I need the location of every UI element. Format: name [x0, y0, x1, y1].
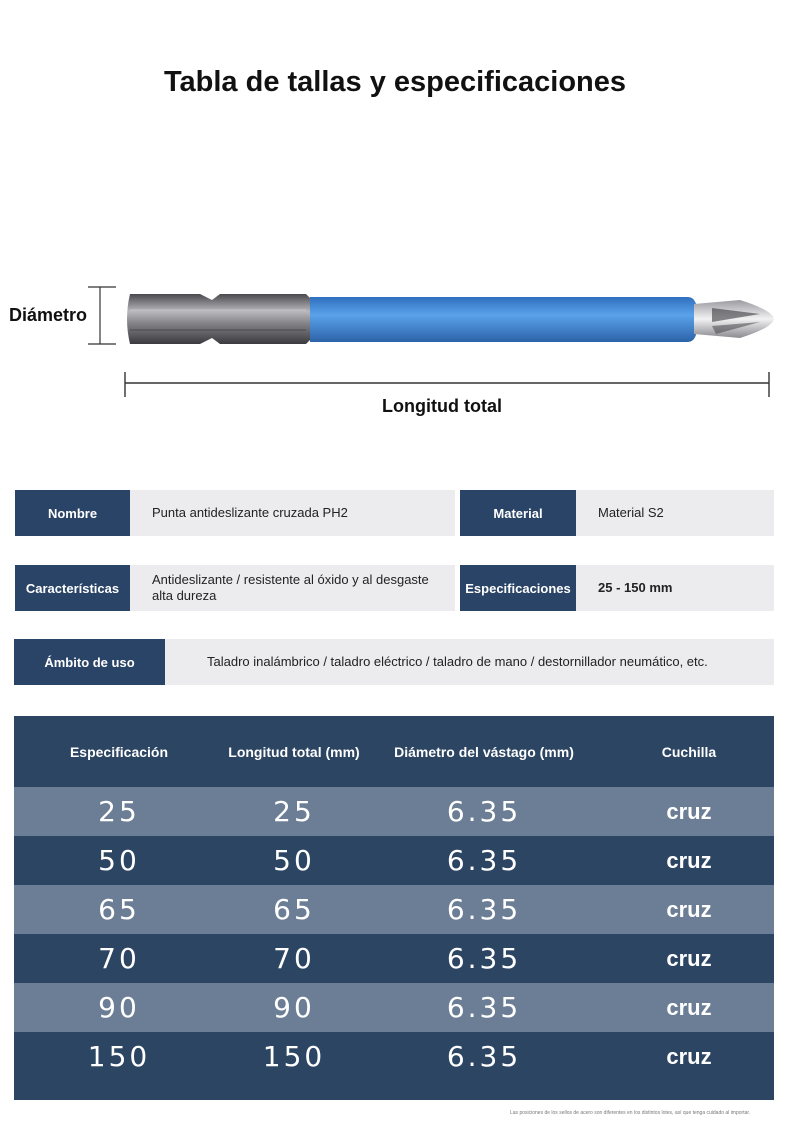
cell-length: 90 [273, 991, 315, 1024]
header-diametro-vastago: Diámetro del vástago (mm) [394, 744, 574, 760]
size-table [14, 716, 774, 1100]
cell-spec: 65 [98, 893, 140, 926]
spec-key-ambito: Ámbito de uso [14, 639, 165, 685]
cell-spec: 150 [87, 1040, 151, 1073]
cell-blade: cruz [666, 1043, 712, 1069]
length-label: Longitud total [382, 396, 502, 416]
header-longitud-total: Longitud total (mm) [228, 744, 360, 760]
spec-row-nombre [15, 490, 455, 536]
cell-blade: cruz [666, 798, 712, 824]
header-cuchilla: Cuchilla [661, 744, 717, 760]
spec-row-caracteristicas [15, 565, 455, 611]
table-row [14, 934, 774, 983]
table-row [14, 885, 774, 934]
spec-value-especificaciones: 25 - 150 mm [576, 565, 774, 611]
cell-spec: 70 [98, 942, 140, 975]
cell-spec: 90 [98, 991, 140, 1024]
spec-row-especificaciones [460, 565, 774, 611]
cell-blade: cruz [666, 994, 712, 1020]
header-especificacion: Especificación [69, 744, 169, 760]
cell-length: 25 [273, 795, 315, 828]
cell-length: 65 [273, 893, 315, 926]
cell-spec: 50 [98, 844, 140, 877]
cell-blade: cruz [666, 945, 712, 971]
spec-value-nombre: Punta antideslizante cruzada PH2 [130, 490, 455, 536]
cell-diameter: 6.35 [446, 795, 522, 828]
cell-length: 150 [262, 1040, 326, 1073]
cell-spec: 25 [98, 795, 140, 828]
cell-diameter: 6.35 [446, 991, 522, 1024]
table-header [14, 716, 774, 788]
diameter-label: Diámetro [9, 305, 88, 325]
footnote: Las posiciones de los sellos de acero son diferentes en los distintos lotes, así que tenga cuidado al importar. [510, 1110, 751, 1116]
spec-value-material: Material S2 [576, 490, 774, 536]
spec-key-especificaciones: Especificaciones [460, 565, 576, 611]
cell-blade: cruz [666, 847, 712, 873]
table-row [14, 836, 774, 885]
table-row [14, 983, 774, 1032]
spec-key-caracteristicas: Características [15, 565, 130, 611]
page-title: Tabla de tallas y especificaciones [163, 66, 627, 98]
spec-row-ambito [14, 639, 774, 685]
cell-diameter: 6.35 [446, 942, 522, 975]
cell-diameter: 6.35 [446, 893, 522, 926]
spec-row-material [460, 490, 774, 536]
table-row [14, 1032, 774, 1081]
cell-diameter: 6.35 [446, 1040, 522, 1073]
cell-diameter: 6.35 [446, 844, 522, 877]
spec-value-caracteristicas: Antideslizante / resistente al óxido y al desgaste alta dureza [130, 565, 455, 611]
spec-key-nombre: Nombre [15, 490, 130, 536]
cell-blade: cruz [666, 896, 712, 922]
spec-key-material: Material [460, 490, 576, 536]
cell-length: 70 [273, 942, 315, 975]
spec-value-ambito: Taladro inalámbrico / taladro eléctrico / taladro de mano / destornillador neumático, etc. [165, 639, 774, 685]
cell-length: 50 [273, 844, 315, 877]
table-row [14, 787, 774, 836]
